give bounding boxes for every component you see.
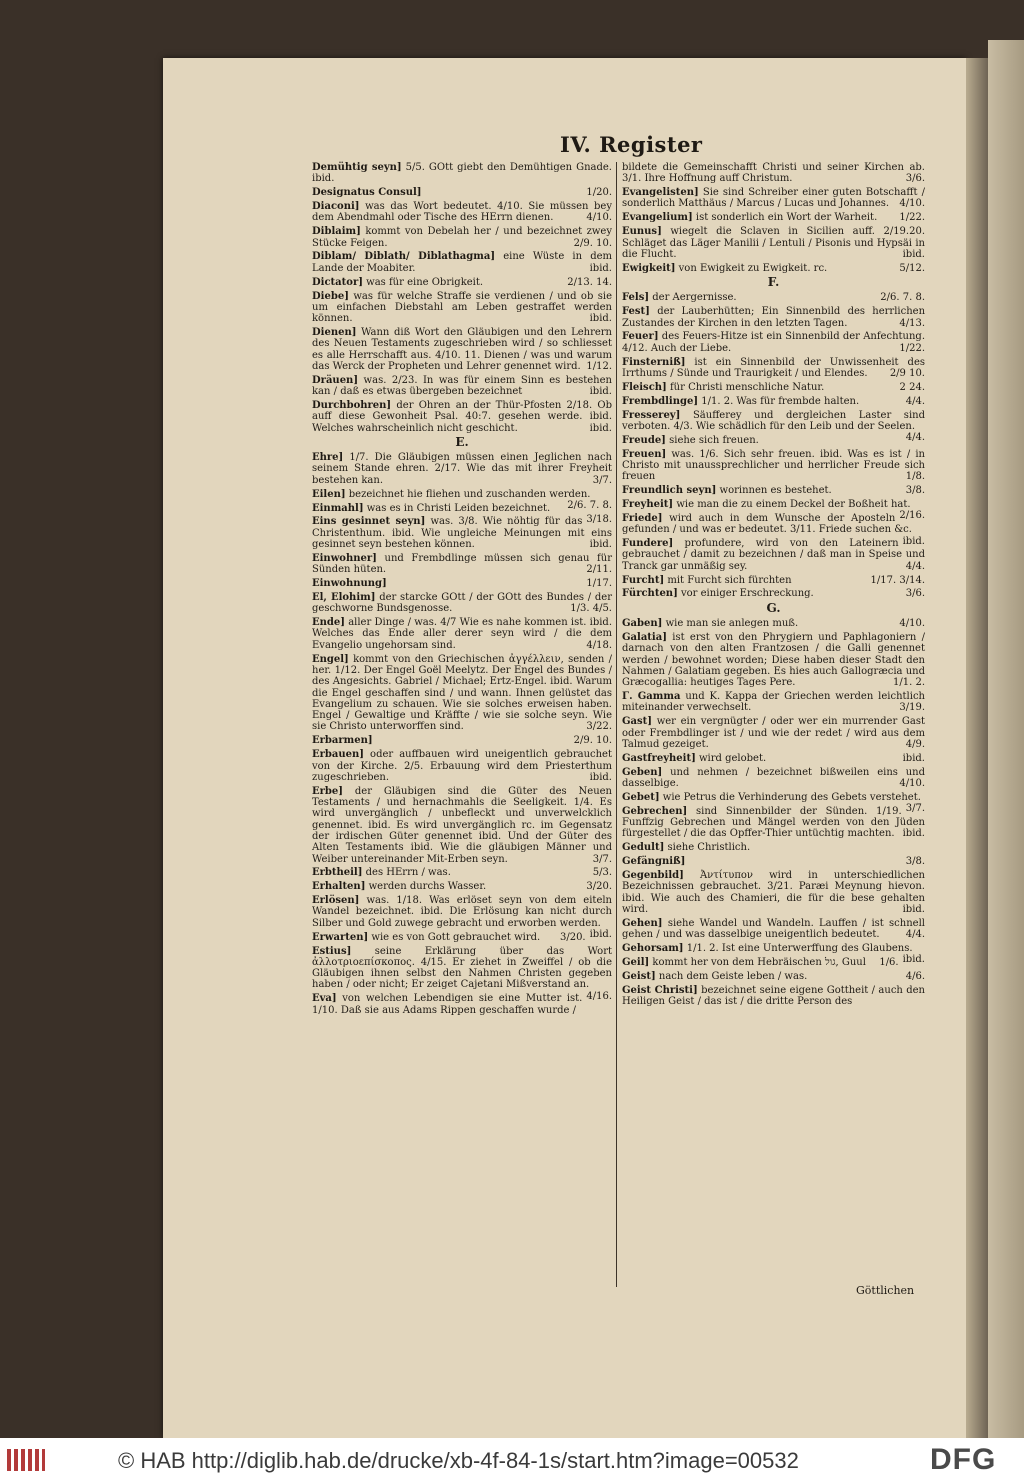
entry-text: Ἀντίτυπον wird in unterschiedlichen Bezeichnissen gebrauchet. 3/21. Paræi Meynung hievon. ibid. Wie auch des Chamieri, die für die bese gehalten wird. xyxy=(622,869,925,915)
entry-text: siehe Wandel und Wandeln. Lauffen / ist schnell gehen / und was dasselbige uneigentlich bedeutet. xyxy=(622,917,925,941)
entry-reference: 3/19. xyxy=(899,702,925,714)
entry-headword: Diaconi] xyxy=(312,201,360,213)
index-entry xyxy=(312,932,612,943)
entry-text: wird gelobet. xyxy=(698,752,767,764)
entry-text: ist erst von den Phrygiern und Paphlagoniern / darnach von den alten Frantzosen / die Galli genennet werden / bewohnet worden; Diese haben dieser Stadt den Nahmen / Galatiam gegeben. Es hies auch Gallogræcia und Græcogallia: heutiges Tages Pere. xyxy=(622,631,925,689)
entry-headword: Gastfreyheit] xyxy=(622,752,696,764)
entry-reference: 4/18. xyxy=(586,639,612,651)
entry-reference: 4/10. xyxy=(899,777,925,789)
entry-headword: Geil] xyxy=(622,956,650,968)
entry-text: siehe Christlich. xyxy=(667,842,751,854)
entry-text: wer ein vergnügter / oder wer ein murrender Gast oder Frembdlinger ist / und wie der redet / wird aus dem Talmud gezeiget. xyxy=(622,716,925,750)
entry-headword: Fleisch] xyxy=(622,381,667,393)
entry-reference: 2/11. xyxy=(586,564,612,576)
index-entry xyxy=(622,187,925,210)
index-entry xyxy=(312,375,612,398)
entry-headword: Einmahl] xyxy=(312,502,364,514)
entry-reference: 3/18. xyxy=(586,513,612,525)
entry-headword: Dienen] xyxy=(312,327,357,339)
entry-text: wie man sie anlegen muß. xyxy=(665,618,799,630)
page-header: IV. Register xyxy=(560,132,703,157)
entry-reference: 1/8. xyxy=(905,471,925,483)
index-entry xyxy=(622,870,925,915)
entry-reference: ibid. xyxy=(589,771,612,783)
entry-reference: 1/1. 2. xyxy=(893,677,925,689)
entry-text: bezeichnet seine eigene Gottheit / auch den Heiligen Geist / das ist / die dritte Person des xyxy=(622,984,925,1007)
entry-text: was. 1/18. Was erlöset seyn von dem eiteln Wandel bezeichnet. ibid. Die Erlösung kan nicht durch Silber und Gold zuwege gebracht und erworben werden. xyxy=(312,895,612,929)
entry-headword: Erlösen] xyxy=(312,895,360,907)
entry-text: bildete die Gemeinschafft Christi und seiner Kirchen ab. 3/1. Ihre Hoffnung auff Christum. xyxy=(622,162,925,185)
entry-headword: Fürchten] xyxy=(622,588,678,600)
catchword: Göttlichen xyxy=(856,1284,915,1297)
entry-reference: 4/13. xyxy=(899,317,925,329)
entry-reference: ibid. xyxy=(902,752,925,764)
index-entry xyxy=(622,263,925,274)
entry-reference: 2/9. 10. xyxy=(573,237,612,249)
entry-text: profundere, wird von den Lateinern gebrauchet / damit zu bezeichnen / daß man in Speise und Tranck gar unmäßig sey. xyxy=(622,538,925,572)
entry-text: Wann diß Wort den Gläubigen und den Lehrern des Neuen Testaments zugeschrieben wird / so schliesset es alle Herrschafft aus. 4/10. 11. Dienen / was und warum das Werck der Propheten und Lehrer genennet wird. xyxy=(312,327,612,372)
entry-reference: 2/9 10. xyxy=(889,367,925,379)
entry-reference: 3/8. xyxy=(905,485,925,497)
entry-reference: 2/6. 7. 8. xyxy=(880,292,925,304)
entry-headword: Fest] xyxy=(622,306,650,318)
entry-text: kommt von den Griechischen ἀγγέλλειν, senden / her. 1/12. Der Engel Goël Meelytz. Der Engel des Bundes / des Angesichts. Gabriel / Michael; Ertz-Engel. ibid. Warum die Engel geschaffen sind / und wann. Ihnen gelüstet das Evangelium zu schauen. Wie sie solches erweisen haben. Engel / Gewaltige und Kräffte / wie sie solche seyn. Wie sie Christo unterworffen sind. xyxy=(312,653,613,733)
entry-headword: El, Elohim] xyxy=(312,592,376,603)
entry-reference: 4/4. xyxy=(905,560,925,572)
entry-reference: 4/10. xyxy=(899,618,925,630)
book-gutter xyxy=(966,58,988,1438)
entry-headword: Evangelium] xyxy=(622,212,693,224)
index-entry xyxy=(312,617,612,651)
entry-reference: 3/20. xyxy=(586,881,612,893)
entry-text: was. 2/23. In was für einem Sinn es bestehen kan / daß es etwas übergeben bezeichnet xyxy=(312,374,612,398)
entry-headword: Gaben] xyxy=(622,618,663,630)
entry-text: der Gläubigen sind die Güter des Neuen Testaments / und hernachmahls die Seeligkeit. 1/4. Es wird unvergänglich / unbefleckt und unverwelcklich genennet. ibid. Es wird unvergänglich rc. im Gegensatz der irdischen Güter genennet ibid. Und der Güter des Alten Testaments ibid. Wie die gläubigen Männer und Weiber untereinander Mit-Erben seyn. xyxy=(312,785,612,865)
index-entry xyxy=(312,226,612,249)
entry-text: Säufferey und dergleichen Laster sind verboten. 4/3. Wie schädlich für den Leib und der Seelen. xyxy=(622,409,925,432)
entry-text: wie man die zu einem Deckel der Boßheit hat. xyxy=(676,499,911,511)
index-entry xyxy=(312,291,612,325)
entry-reference: 4/10. xyxy=(586,212,612,224)
entry-headword: Freuen] xyxy=(622,448,667,460)
entry-reference: ibid. xyxy=(589,262,612,274)
entry-headword: Gebet] xyxy=(622,791,660,803)
index-entry xyxy=(622,985,925,1008)
entry-reference: 1/6. xyxy=(879,956,899,968)
index-entry xyxy=(312,592,612,615)
entry-reference: ibid. xyxy=(589,539,612,551)
entry-text: und nehmen / bezeichnet bißweilen eins und dasselbige. xyxy=(622,766,926,789)
index-entry xyxy=(622,435,925,446)
index-entry xyxy=(622,292,925,303)
index-entry xyxy=(312,735,612,746)
index-entry xyxy=(312,553,612,576)
entry-headword: Erbe] xyxy=(312,785,343,797)
entry-reference: ibid. xyxy=(902,903,925,915)
entry-text: eine Wüste in dem Lande der Moabiter. xyxy=(312,251,612,274)
entry-reference: 4/4. xyxy=(905,395,925,407)
entry-text: was es in Christi Leiden bezeichnet. xyxy=(366,502,551,514)
entry-text: wie Petrus die Verhinderung des Gebets verstehet. xyxy=(662,791,921,803)
facing-page-edge xyxy=(988,40,1024,1438)
index-entry xyxy=(312,162,612,185)
entry-text: wie es von Gott gebrauchet wird. xyxy=(371,931,541,943)
entry-headword: Erbtheil] xyxy=(312,867,363,879)
entry-reference: 1/3. 4/5. xyxy=(570,603,612,615)
entry-text: der starcke GOtt / der GOtt des Bundes / der geschworne Bundsgenosse. xyxy=(312,592,612,615)
entry-reference: 4/16. xyxy=(586,990,612,1002)
entry-headword: Erbarmen] xyxy=(312,735,373,747)
entry-text: was das Wort bedeutet. 4/10. Sie müssen bey dem Abendmahl oder Tische des HErrn dienen. xyxy=(312,201,612,224)
entry-reference: 4/4. xyxy=(905,929,925,941)
entry-text: was. 1/6. Sich sehr freuen. ibid. Was es ist / in Christo mit unaussprechlicher und herrlicher Freude sich freuen xyxy=(622,448,925,483)
entry-headword: Finsterniß] xyxy=(622,356,686,368)
entry-text: mit Furcht sich fürchten xyxy=(667,574,792,586)
section-letter: E. xyxy=(455,434,469,449)
entry-headword: Gegenbild] xyxy=(622,869,684,881)
index-entry xyxy=(622,767,925,790)
index-entry xyxy=(312,251,612,274)
entry-text: der Aergernisse. xyxy=(652,292,737,304)
entry-headword: Designatus Consul] xyxy=(312,187,422,199)
index-entry xyxy=(622,306,925,329)
entry-headword: Feuer] xyxy=(622,331,659,343)
entry-text: und K. Kappa der Griechen werden leichtlich miteinander verwechselt. xyxy=(622,691,925,714)
entry-reference: 1/22. xyxy=(899,342,925,354)
index-entry xyxy=(312,277,612,288)
entry-headword: Ewigkeit] xyxy=(622,262,676,274)
entry-reference: 3/20. xyxy=(559,931,586,943)
entry-text: siehe sich freuen. xyxy=(669,434,759,446)
index-entry xyxy=(312,786,612,865)
index-entry xyxy=(622,357,925,380)
index-entry xyxy=(622,212,925,223)
entry-headword: Gedult] xyxy=(622,842,665,854)
entry-reference: 2/13. 14. xyxy=(567,276,612,288)
entry-headword: Freude] xyxy=(622,434,666,446)
entry-headword: Estius] xyxy=(312,945,352,957)
index-entry xyxy=(622,971,925,982)
index-entry xyxy=(622,806,925,840)
entry-headword: Erwarten] xyxy=(312,931,369,943)
index-entry xyxy=(312,654,612,733)
entry-headword: Gefängniß] xyxy=(622,856,686,868)
entry-text: 1/1. 2. Was für frembde halten. xyxy=(701,395,860,407)
entry-headword: Ende] xyxy=(312,617,345,629)
entry-reference: 3/6. xyxy=(905,173,925,185)
entry-text: oder auffbauen wird uneigentlich gebrauchet von der Kirche. 2/5. Erbauung wird dem Priesterthum zugeschrieben. xyxy=(312,749,612,783)
entry-text: seine Erklärung über das Wort ἀλλοτριοεπίσκοπος. 4/15. Er ziehet in Zweiffel / ob die Gläubigen ihnen selbst den Nahmen Christen gegeben haben / oder nicht; Er zeiget Cajetani Mißverstand an. xyxy=(312,945,612,991)
index-entry xyxy=(622,842,925,853)
index-entry xyxy=(622,691,925,714)
entry-headword: Gehen] xyxy=(622,917,663,929)
entry-reference: 4/6. xyxy=(905,970,925,982)
entry-text: nach dem Geiste leben / was. xyxy=(658,970,808,982)
entry-reference: 5/12. xyxy=(899,262,925,274)
entry-reference: 1/20. xyxy=(586,187,612,199)
index-entry xyxy=(622,226,925,260)
entry-text: bezeichnet hie fliehen und zuschanden werden. xyxy=(348,488,591,500)
index-entry xyxy=(622,575,925,586)
entry-headword: Galatia] xyxy=(622,631,667,643)
entry-headword: Engel] xyxy=(312,653,349,665)
index-entry xyxy=(622,382,925,393)
entry-headword: Demühtig seyn] xyxy=(312,162,402,173)
entry-text: Sie sind Schreiber einer guten Botschafft / sonderlich Matthäus / Marcus / Lucas und Johannes. xyxy=(622,187,925,210)
index-entry xyxy=(622,856,925,867)
index-entry xyxy=(312,867,612,878)
entry-headword: Freyheit] xyxy=(622,499,674,511)
entry-headword: Durchbohren] xyxy=(312,399,392,411)
index-entry xyxy=(312,452,612,486)
index-entry xyxy=(622,716,925,750)
entry-headword: Gebrechen] xyxy=(622,805,688,817)
entry-text: werden durchs Wasser. xyxy=(368,881,487,893)
section-letter: F. xyxy=(767,275,780,290)
entry-text: von Ewigkeit zu Ewigkeit. rc. xyxy=(678,262,828,274)
index-entry xyxy=(622,449,925,483)
entry-text: kommt von Debelah her / und bezeichnet zwey Stücke Feigen. xyxy=(312,226,612,249)
entry-text: vor einiger Erschreckung. xyxy=(681,588,814,600)
entry-reference: 5/3. xyxy=(592,867,612,879)
entry-reference: 1/17. 3/14. xyxy=(870,574,925,586)
entry-reference: 2 24. xyxy=(899,381,925,393)
index-entry xyxy=(622,753,925,764)
entry-text: aller Dinge / was. 4/7 Wie es nahe kommen ist. ibid. Welches das Ende aller derer seyn wird / die dem Evangelio ungehorsam sind. xyxy=(312,617,612,651)
entry-reference: 3/8. xyxy=(905,856,925,868)
entry-headword: Geben] xyxy=(622,766,663,778)
entry-headword: Fundere] xyxy=(622,538,674,550)
entry-reference: 3/22. xyxy=(586,721,612,733)
footer-copyright-link[interactable]: © HAB http://diglib.hab.de/drucke/xb-4f-84-1s/start.htm?image=00532 xyxy=(118,1448,799,1473)
section-letter: G. xyxy=(766,600,781,615)
entry-text: was für eine Obrigkeit. xyxy=(366,276,484,288)
entry-headword: Gast] xyxy=(622,716,652,728)
entry-reference: ibid. xyxy=(589,929,612,941)
index-entry xyxy=(622,957,925,968)
entry-text: wiegelt die Sclaven in Sicilien auff. 2/19.20. Schläget das Läger Manilii / Lentuli / Pisonis und Hypsäi in die Flucht. xyxy=(622,226,926,260)
entry-reference: ibid. xyxy=(902,535,925,547)
entry-text: 1/7. Die Gläubigen müssen einen Jeglichen nach seinem Stande ehren. 2/17. Wie das mit ihrer Freyheit bestehen kan. xyxy=(312,452,612,486)
entry-headword: Einwohnung] xyxy=(312,578,387,590)
entry-text: ist ein Sinnenbild der Unwissenheit des Irrthums / Sünde und Traurigkeit / und Elendes. xyxy=(622,356,925,379)
entry-headword: Geist] xyxy=(622,970,656,982)
entry-headword: Friede] xyxy=(622,512,663,524)
index-entry xyxy=(312,201,612,224)
entry-headword: Dictator] xyxy=(312,276,363,288)
index-entry xyxy=(312,187,612,198)
entry-headword: Fresserey] xyxy=(622,409,681,421)
entry-text: des HErrn / was. xyxy=(365,867,451,879)
entry-text: wird auch in dem Wunsche der Aposteln gefunden / und was er bedeutet. 3/11. Friede suchen &c. xyxy=(622,512,912,536)
entry-headword: Furcht] xyxy=(622,574,665,586)
index-entry xyxy=(622,535,925,572)
entry-text: der Ohren an der Thür-Pfosten 2/18. Ob auff diese Gewonheit Psal. 40:7. gesehen werde. ibid. Welches wahrscheinlich nicht geschicht. xyxy=(312,399,612,434)
index-entry xyxy=(312,749,612,783)
index-entry xyxy=(622,396,925,407)
entry-text: kommt her von dem Hebräischen גול, Guul xyxy=(652,956,866,968)
entry-headword: Diebe] xyxy=(312,290,349,302)
entry-reference: ibid. xyxy=(902,954,925,966)
library-logo-icon xyxy=(5,1445,47,1475)
entry-headword: Diblaim] xyxy=(312,226,361,238)
entry-text: von welchen Lebendigen sie eine Mutter ist. 1/10. Daß sie aus Adams Rippen geschaffen wurde / xyxy=(312,993,583,1016)
entry-reference: 1/17. xyxy=(586,578,612,590)
entry-text: was. 3/8. Wie nöhtig für das Christenthum. ibid. Wie ungleiche Meinungen mit eins gesinnet seyn bestehen können. xyxy=(312,516,612,551)
entry-reference: 4/10. xyxy=(899,198,925,210)
column-divider xyxy=(616,162,617,1287)
entry-headword: Γ. Gamma xyxy=(622,691,681,703)
entry-headword: Evangelisten] xyxy=(622,187,699,199)
right-column xyxy=(622,162,925,1010)
entry-reference: 1/22. xyxy=(899,212,925,224)
entry-reference: ibid. xyxy=(589,422,612,434)
entry-reference: 2/9. 10. xyxy=(573,735,612,747)
entry-reference: 2/6. 7. 8. xyxy=(567,499,612,511)
entry-text: für Christi menschliche Natur. xyxy=(669,381,825,393)
entry-headword: Erbauen] xyxy=(312,749,364,761)
entry-headword: Einwohner] xyxy=(312,552,377,564)
entry-headword: Eva] xyxy=(312,993,337,1005)
entry-headword: Gehorsam] xyxy=(622,942,684,954)
index-entry xyxy=(622,632,925,688)
entry-reference: ibid. xyxy=(902,828,925,840)
entry-text: 1/1. 2. Ist eine Unterwerffung des Glaubens. xyxy=(686,942,913,954)
index-entry xyxy=(622,162,925,185)
index-entry xyxy=(622,331,925,354)
entry-headword: Eins gesinnet seyn] xyxy=(312,516,426,528)
entry-reference: ibid. xyxy=(589,386,612,398)
entry-headword: Eilen] xyxy=(312,488,346,500)
entry-headword: Dräuen] xyxy=(312,374,359,386)
index-entry xyxy=(622,618,925,629)
index-entry xyxy=(312,327,612,372)
entry-reference: ibid. xyxy=(902,248,925,260)
entry-reference: 3/7. xyxy=(592,853,612,865)
entry-headword: Freundlich seyn] xyxy=(622,485,717,497)
index-entry xyxy=(312,400,612,434)
index-entry xyxy=(312,513,612,551)
entry-text: 5/5. GOtt giebt den Demühtigen Gnade. ibid. xyxy=(312,162,612,185)
entry-headword: Ehre] xyxy=(312,452,344,464)
dfg-logo: DFG xyxy=(930,1443,997,1476)
entry-text: was für welche Straffe sie verdienen / und ob sie um einfachen Diebstahl am Leben gestraffet werden können. xyxy=(312,290,612,325)
left-column xyxy=(312,162,612,1019)
index-entry xyxy=(312,990,612,1016)
entry-reference: ibid. xyxy=(589,313,612,325)
entry-text: und Frembdlinge müssen sich genau für Sünden hüten. xyxy=(312,552,612,576)
entry-headword: Frembdlinge] xyxy=(622,395,699,407)
entry-text: worinnen es bestehet. xyxy=(719,485,832,497)
index-entry xyxy=(622,485,925,496)
entry-headword: Erhalten] xyxy=(312,881,366,893)
entry-reference: 1/12. xyxy=(586,360,612,372)
entry-reference: 3/7. xyxy=(592,474,612,486)
entry-reference: 2/16. xyxy=(899,510,925,522)
entry-reference: 4/4. xyxy=(905,432,925,444)
entry-text: des Feuers-Hitze ist ein Sinnenbild der Anfechtung. 4/12. Auch der Liebe. xyxy=(622,331,925,354)
entry-reference: 3/7. xyxy=(905,803,925,815)
entry-headword: Diblam/ Diblath/ Diblathagma] xyxy=(312,251,496,263)
index-entry xyxy=(312,881,612,892)
entry-text: der Lauberhütten; Ein Sinnenbild des herrlichen Zustandes der Kirchen in den letzten Tagen. xyxy=(622,306,926,329)
index-entry xyxy=(312,578,612,589)
entry-headword: Geist Christi] xyxy=(622,984,698,996)
entry-text: ist sonderlich ein Wort der Warheit. xyxy=(695,212,878,224)
index-entry xyxy=(622,918,925,941)
entry-text: sind Sinnenbilder der Sünden. 1/19. Funffzig Gebrechen und Mängel werden von den Jüden fürgestellet / die das Opffer-Thier untüchtig machten. xyxy=(622,805,925,840)
entry-reference: 3/6. xyxy=(905,588,925,600)
entry-reference: 4/9. xyxy=(905,738,925,750)
index-entry xyxy=(622,588,925,599)
entry-headword: Eunus] xyxy=(622,226,662,238)
entry-headword: Fels] xyxy=(622,292,650,304)
